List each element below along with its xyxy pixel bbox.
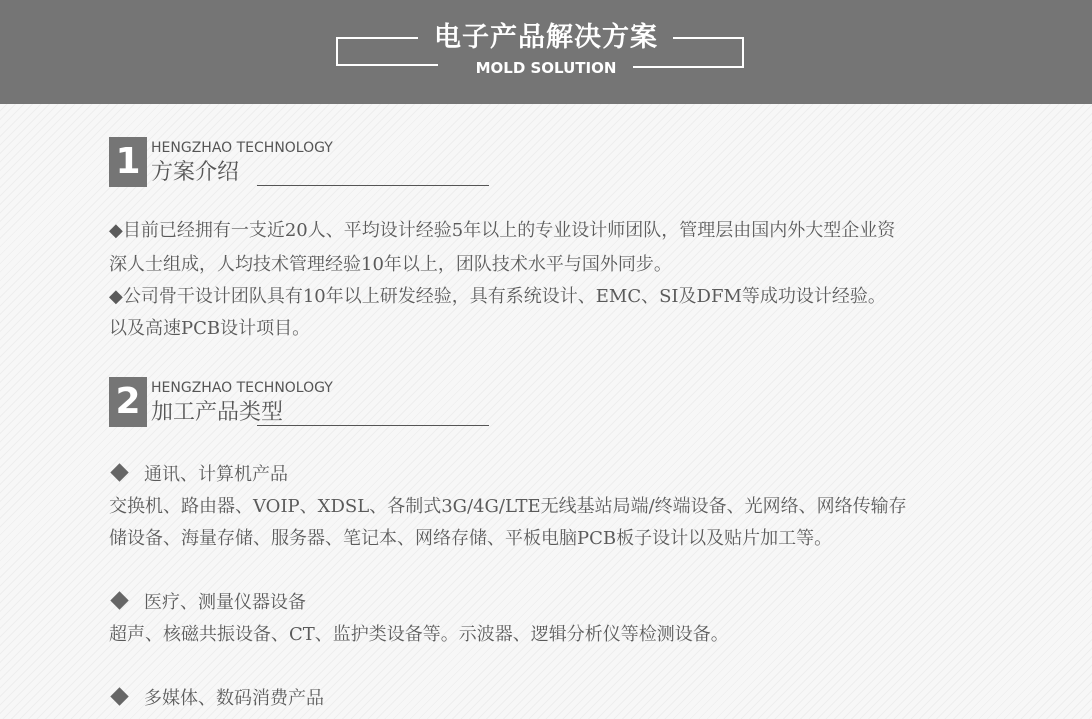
- diamond-bullet-icon: [110, 591, 128, 609]
- product-type-desc-line: 超声、核磁共振设备、CT、监护类设备等。示波器、逻辑分析仪等检测设备。: [109, 624, 729, 645]
- page-subtitle: MOLD SOLUTION: [475, 59, 617, 77]
- product-type-item: [109, 590, 306, 616]
- section-label-en: HENGZHAO TECHNOLOGY: [151, 380, 333, 396]
- intro-line-2: 深人士组成，人均技术管理经验10年以上，团队技术水平与国外同步。: [109, 254, 672, 275]
- product-type-title: 医疗、测量仪器设备: [144, 592, 306, 613]
- section-underline: [257, 425, 489, 426]
- section-label-cn: 加工产品类型: [151, 400, 284, 425]
- section-underline: [257, 185, 489, 186]
- product-type-desc-line: 交换机、路由器、VOIP、XDSL、各制式3G/4G/LTE无线基站局端/终端设备、光网络、网络传输存: [109, 496, 907, 517]
- section-1-heading: [109, 137, 489, 187]
- section-label-en: HENGZHAO TECHNOLOGY: [151, 140, 333, 156]
- diamond-bullet-icon: [110, 463, 128, 481]
- section-2-heading: [109, 377, 489, 427]
- diamond-bullet-icon: [110, 687, 128, 705]
- page-header: [0, 0, 1092, 104]
- product-type-item: [109, 462, 288, 488]
- section-number-badge: 2: [109, 377, 147, 427]
- intro-line-4: 以及高速PCB设计项目。: [109, 318, 311, 339]
- product-type-item: [109, 686, 324, 712]
- product-type-title: 多媒体、数码消费产品: [144, 688, 324, 709]
- section-label-cn: 方案介绍: [151, 160, 240, 185]
- intro-line-3: ◆公司骨干设计团队具有10年以上研发经验，具有系统设计、EMC、SI及DFM等成功设计经验。: [109, 286, 886, 307]
- page-title: 电子产品解决方案: [434, 22, 658, 53]
- intro-line-1: ◆目前已经拥有一支近20人、平均设计经验5年以上的专业设计师团队，管理层由国内外大型企业资: [109, 220, 896, 241]
- product-type-desc-line: 储设备、海量存储、服务器、笔记本、网络存储、平板电脑PCB板子设计以及贴片加工等。: [109, 528, 833, 549]
- product-type-title: 通讯、计算机产品: [144, 464, 288, 485]
- section-number-badge: 1: [109, 137, 147, 187]
